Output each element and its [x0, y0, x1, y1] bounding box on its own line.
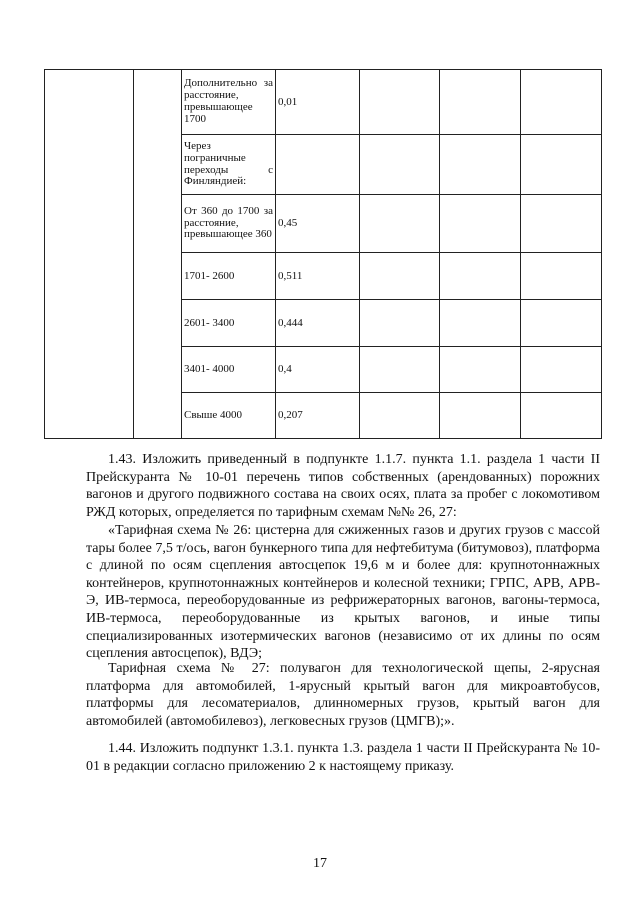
- table-cell-desc: 3401- 4000: [182, 347, 276, 393]
- table-cell-value: 0,4: [276, 347, 360, 393]
- table-cell-empty: [440, 253, 521, 300]
- table-cell-empty: [360, 393, 440, 439]
- table-cell-empty: [360, 195, 440, 253]
- table-cell-empty: [440, 70, 521, 135]
- table-cell-empty: [440, 300, 521, 347]
- table-cell-value: 0,207: [276, 393, 360, 439]
- table-cell-merged-2: [134, 70, 182, 439]
- tariff-table: [44, 69, 602, 439]
- table-row: [45, 70, 602, 135]
- table-cell-empty: [521, 195, 602, 253]
- paragraph-1-43: [86, 451, 600, 521]
- table-cell-desc: Через пограничные переходы с Финляндией:: [182, 135, 276, 195]
- paragraph-scheme-27: [86, 660, 600, 730]
- paragraph-1-44-text: 1.44. Изложить подпункт 1.3.1. пункта 1.3. раздела 1 части II Прейскуранта № 10-01 в редакции согласно приложению 2 к настоящему приказу.: [86, 741, 600, 774]
- paragraph-1-44: [86, 740, 600, 775]
- table-cell-empty: [360, 300, 440, 347]
- table-cell-merged-1: [45, 70, 134, 439]
- table-cell-empty: [360, 70, 440, 135]
- table-cell-empty: [521, 70, 602, 135]
- table-cell-desc: 2601- 3400: [182, 300, 276, 347]
- table-cell-value: 0,444: [276, 300, 360, 347]
- table-cell-desc: Свыше 4000: [182, 393, 276, 439]
- paragraph-1-43-text: 1.43. Изложить приведенный в подпункте 1.1.7. пункта 1.1. раздела 1 части II Прейскуранта № 10-01 перечень типов собственных (арендованных) порожних вагонов и другого подвижного состава на своих осях, плата за пробег с локомотивом РЖД которых, определяется по тарифным схемам №№ 26, 27:: [86, 452, 600, 520]
- table-cell-empty: [440, 347, 521, 393]
- table-cell-value: 0,45: [276, 195, 360, 253]
- table-cell-value: 0,01: [276, 70, 360, 135]
- table-cell-empty: [521, 253, 602, 300]
- paragraph-scheme-26: [86, 522, 600, 663]
- table-cell-empty: [360, 253, 440, 300]
- table-cell-empty: [521, 300, 602, 347]
- table-cell-empty: [360, 135, 440, 195]
- table-cell-empty: [440, 195, 521, 253]
- paragraph-scheme-27-text: Тарифная схема № 27: полувагон для технологической щепы, 2-ярусная платформа для автомобилей, 1-ярусный крытый вагон для микроавтобусов, платформы для лесоматериалов, длинномерных грузов, крытый вагон для автомобилей (автомобилевоз), легковесных грузов (ЦМГВ);».: [86, 661, 600, 729]
- paragraph-scheme-26-text: «Тарифная схема № 26: цистерна для сжиженных газов и других грузов с массой тары более 7,5 т/ось, вагон бункерного типа для нефтебитума (битумовоз), платформа с длиной по осям сцепления автосцепок 19,6 м и более для: крупнотоннажных контейнеров, крупнотоннажных контейнеров и колесной техники; ГРПС, АРВ, АРВ-Э, ИВ-термоса, переоборудованные из рефрижераторных вагонов, вагоны-термоса, ИВ-термоса, переоборудованные из крытых вагонов, и иные типы специализированных изотермических вагонов (независимо от их длины по осям сцепления автосцепок), ВДЭ;: [86, 523, 600, 662]
- table-cell-empty: [521, 135, 602, 195]
- page-number: 17: [313, 856, 327, 871]
- table-cell-empty: [360, 347, 440, 393]
- table-cell-empty: [440, 135, 521, 195]
- table-cell-empty: [521, 393, 602, 439]
- table-cell-empty: [440, 393, 521, 439]
- table-cell-value: [276, 135, 360, 195]
- table-cell-desc: 1701- 2600: [182, 253, 276, 300]
- table-cell-desc: Дополнительно за расстояние, превышающее 1700: [182, 70, 276, 135]
- table-cell-empty: [521, 347, 602, 393]
- table-cell-value: 0,511: [276, 253, 360, 300]
- table-cell-desc: От 360 до 1700 за расстояние, превышающее 360: [182, 195, 276, 253]
